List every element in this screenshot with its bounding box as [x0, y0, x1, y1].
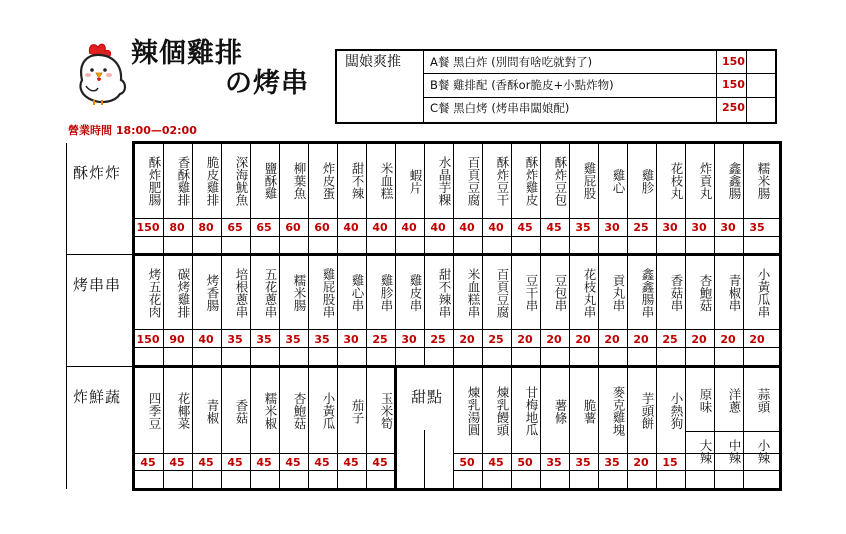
fried-item-price: 40: [343, 221, 359, 234]
grilled-item-name: 甜不辣串: [437, 268, 452, 318]
grilled-item-price: 35: [227, 333, 243, 346]
grilled-item-price: 35: [256, 333, 272, 346]
spice-flavor: 蒜頭: [756, 387, 771, 413]
fried-item-name: 酥炸豆干: [495, 156, 510, 206]
grilled-item-price: 25: [488, 333, 504, 346]
grilled-item-price: 30: [343, 333, 359, 346]
dessert-item-price: 35: [546, 456, 562, 469]
fried-item-price: 40: [488, 221, 504, 234]
veg-item-name: 杏鮑菇: [292, 392, 307, 430]
grilled-item-name: 烤五花肉: [147, 268, 162, 318]
price-row-divider: [134, 470, 395, 471]
fried-item-price: 40: [430, 221, 446, 234]
dessert-item-name: 小熱狗: [669, 392, 684, 430]
grilled-item-price: 20: [720, 333, 736, 346]
fried-item-name: 蝦片: [408, 168, 423, 194]
veg-item-name: 玉米筍: [379, 392, 394, 430]
dessert-item-price: 35: [604, 456, 620, 469]
dessert-item-name: 煉乳饅頭: [495, 386, 510, 436]
fried-item-price: 40: [401, 221, 417, 234]
fried-item-name: 炸貢丸: [698, 162, 713, 200]
dessert-item-price: 50: [517, 456, 533, 469]
spice-flavor: 洋蔥: [727, 387, 742, 413]
fried-item-price: 30: [662, 221, 678, 234]
fried-item-name: 百頁豆腐: [466, 156, 481, 206]
fried-item-name: 甜不辣: [350, 162, 365, 200]
fried-item-price: 60: [314, 221, 330, 234]
grilled-item-price: 30: [401, 333, 417, 346]
grilled-item-price: 20: [604, 333, 620, 346]
title-line1: 辣個雞排: [131, 38, 243, 69]
veg-item-name: 糯米椒: [263, 392, 278, 430]
veg-item-price: 45: [285, 456, 301, 469]
grilled-item-name: 百頁豆腐: [495, 268, 510, 318]
fried-item-price: 35: [749, 221, 765, 234]
category-fried: 酥炸炸: [73, 164, 122, 182]
fried-item-name: 深海魷魚: [234, 156, 249, 206]
grilled-item-name: 鑫鑫腸串: [640, 268, 655, 318]
fried-item-price: 65: [256, 221, 272, 234]
grilled-item-name: 米血糕串: [466, 268, 481, 318]
spice-flavor: 原味: [698, 387, 713, 413]
spice-level: 小辣: [756, 438, 771, 464]
fried-item-name: 米血糕: [379, 162, 394, 200]
grilled-item-name: 五花蔥串: [263, 268, 278, 318]
dessert-item-name: 麥克雞塊: [611, 386, 626, 436]
dessert-item-price: 35: [575, 456, 591, 469]
fried-item-name: 雞心: [611, 168, 626, 194]
veg-item-price: 45: [169, 456, 185, 469]
grilled-item-name: 小黃瓜串: [756, 268, 771, 318]
veg-item-price: 45: [372, 456, 388, 469]
dessert-item-price: 45: [488, 456, 504, 469]
spice-level: 中辣: [727, 438, 742, 464]
grilled-item-name: 雞皮串: [408, 274, 423, 312]
veg-item-price: 45: [227, 456, 243, 469]
fried-item-name: 雞胗: [640, 168, 655, 194]
grilled-item-price: 25: [662, 333, 678, 346]
business-hours: 營業時間 18:00—02:00: [68, 124, 197, 137]
combo-c-price: 250: [722, 101, 745, 114]
grilled-item-price: 25: [372, 333, 388, 346]
fried-item-name: 炸皮蛋: [321, 162, 336, 200]
dessert-item-name: 脆薯: [582, 398, 597, 424]
grilled-item-name: 雞心串: [350, 274, 365, 312]
category-dessert: 甜點: [411, 388, 444, 406]
fried-item-name: 雞屁股: [582, 162, 597, 200]
veg-item-name: 茄子: [350, 398, 365, 424]
grilled-item-name: 豆干串: [524, 274, 539, 312]
grilled-item-price: 25: [430, 333, 446, 346]
grilled-item-price: 35: [285, 333, 301, 346]
veg-item-price: 45: [314, 456, 330, 469]
fried-item-price: 30: [691, 221, 707, 234]
fried-item-price: 40: [459, 221, 475, 234]
price-row-divider: [134, 329, 780, 330]
fried-item-name: 花枝丸: [669, 162, 684, 200]
dessert-item-name: 煉乳湯圓: [466, 386, 481, 436]
fried-item-price: 65: [227, 221, 243, 234]
grilled-item-name: 青椒串: [727, 274, 742, 312]
fried-item-price: 35: [575, 221, 591, 234]
fried-item-name: 酥炸雞皮: [524, 156, 539, 206]
fried-item-price: 80: [169, 221, 185, 234]
grilled-item-price: 20: [459, 333, 475, 346]
combo-b-text: B餐 雞排配 (香酥or脆皮+小點炸物): [430, 78, 614, 92]
fried-item-name: 脆皮雞排: [205, 156, 220, 206]
price-row-divider: [134, 236, 780, 237]
grilled-item-name: 雞胗串: [379, 274, 394, 312]
grilled-item-price: 20: [749, 333, 765, 346]
veg-item-name: 香菇: [234, 398, 249, 424]
grilled-item-price: 35: [314, 333, 330, 346]
grilled-item-name: 豆包串: [553, 274, 568, 312]
fried-item-name: 鹽酥雞: [263, 162, 278, 200]
grilled-item-price: 20: [546, 333, 562, 346]
veg-item-name: 四季豆: [147, 392, 162, 430]
grilled-item-price: 90: [169, 333, 185, 346]
veg-item-price: 45: [198, 456, 214, 469]
grilled-item-price: 20: [517, 333, 533, 346]
fried-item-name: 酥炸肥腸: [147, 156, 162, 206]
grilled-item-name: 碳烤雞排: [176, 268, 191, 318]
veg-item-price: 45: [343, 456, 359, 469]
fried-item-price: 45: [546, 221, 562, 234]
fried-item-name: 鑫鑫腸: [727, 162, 742, 200]
price-row-divider: [134, 218, 780, 219]
price-row-divider: [134, 453, 395, 454]
grilled-item-price: 20: [633, 333, 649, 346]
spice-level: 大辣: [698, 438, 713, 464]
grilled-item-name: 雞屁股串: [321, 268, 336, 318]
grilled-item-name: 糯米腸: [292, 274, 307, 312]
row-divider: [132, 365, 782, 368]
fried-item-price: 40: [372, 221, 388, 234]
grilled-item-name: 培根蔥串: [234, 268, 249, 318]
veg-item-price: 45: [140, 456, 156, 469]
spice-divider: [685, 431, 780, 432]
combo-b-price: 150: [722, 78, 745, 91]
dessert-item-name: 薯條: [553, 398, 568, 424]
grilled-item-name: 貢丸串: [611, 274, 626, 312]
fried-item-price: 30: [720, 221, 736, 234]
grilled-item-price: 20: [691, 333, 707, 346]
grilled-item-price: 150: [136, 333, 160, 346]
fried-item-price: 45: [517, 221, 533, 234]
fried-item-price: 80: [198, 221, 214, 234]
fried-item-name: 糯米腸: [756, 162, 771, 200]
fried-item-name: 柳葉魚: [292, 162, 307, 200]
fried-item-price: 60: [285, 221, 301, 234]
veg-item-name: 小黃瓜: [321, 392, 336, 430]
title-line2: の烤串: [225, 68, 309, 99]
grilled-item-name: 烤香腸: [205, 274, 220, 312]
fried-item-name: 酥炸豆包: [553, 156, 568, 206]
price-row-divider: [453, 470, 780, 471]
grilled-item-name: 花枝丸串: [582, 268, 597, 318]
grilled-item-name: 杏鮑菇: [698, 274, 713, 312]
dessert-item-price: 15: [662, 456, 678, 469]
veg-item-price: 45: [256, 456, 272, 469]
fried-item-name: 水晶芋粿: [437, 156, 452, 206]
combo-heading: 闆娘爽推: [345, 54, 401, 70]
dessert-item-price: 20: [633, 456, 649, 469]
fried-item-price: 150: [136, 221, 160, 234]
category-veg: 炸鮮蔬: [73, 388, 122, 406]
dessert-item-name: 甘梅地瓜: [524, 386, 539, 436]
column-divider: [424, 430, 425, 489]
grilled-item-price: 20: [575, 333, 591, 346]
dessert-item-name: 芋頭餅: [640, 392, 655, 430]
combo-a-price: 150: [722, 55, 745, 68]
fried-item-price: 30: [604, 221, 620, 234]
fried-item-price: 25: [633, 221, 649, 234]
veg-item-name: 花椰菜: [176, 392, 191, 430]
veg-item-name: 青椒: [205, 398, 220, 424]
combo-c-text: C餐 黑白烤 (烤串串闆娘配): [430, 101, 570, 115]
price-row-divider: [134, 347, 780, 348]
grilled-item-price: 40: [198, 333, 214, 346]
grilled-item-name: 香菇串: [669, 274, 684, 312]
row-divider: [132, 253, 782, 256]
combo-a-text: A餐 黑白炸 (別問有啥吃就對了): [430, 55, 593, 69]
fried-item-name: 香酥雞排: [176, 156, 191, 206]
dessert-item-price: 50: [459, 456, 475, 469]
category-grilled: 烤串串: [73, 276, 122, 294]
